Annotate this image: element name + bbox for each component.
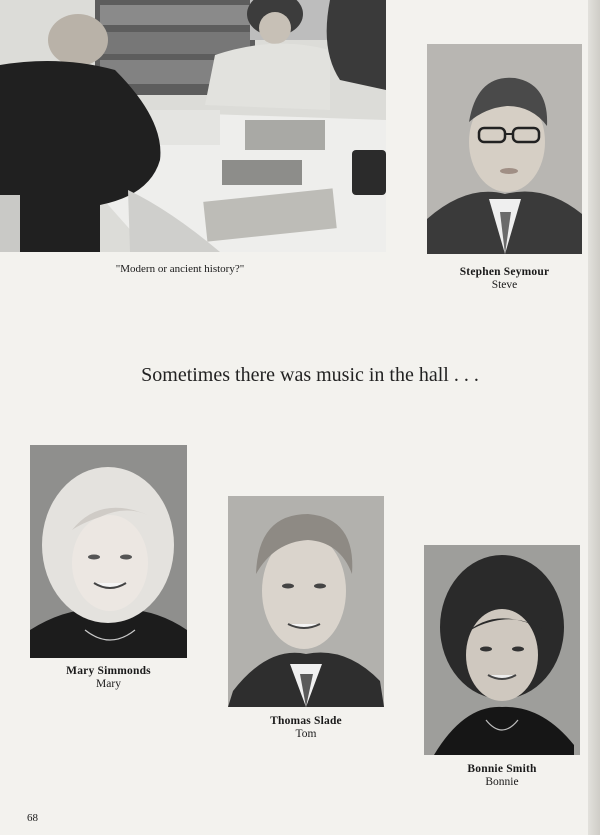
portrait-name-bonnie-smith (424, 763, 580, 789)
page-edge (588, 0, 600, 835)
portrait-name-stephen-seymour (427, 266, 582, 292)
portrait-bonnie-smith (424, 545, 580, 755)
page-number: 68 (27, 812, 38, 824)
nickname: Tom (295, 728, 317, 740)
portrait-name-thomas-slade (228, 715, 384, 741)
portrait-thomas-slade (228, 496, 384, 707)
nickname: Mary (96, 678, 121, 690)
nickname: Bonnie (485, 776, 519, 788)
full-name: Bonnie Smith (467, 763, 537, 775)
portrait-mary-simmonds (30, 445, 187, 658)
section-heading: Sometimes there was music in the hall . . . (141, 364, 479, 386)
portrait-stephen-seymour (427, 44, 582, 254)
portrait-name-mary-simmonds (30, 665, 187, 691)
nickname: Steve (491, 279, 518, 291)
full-name: Stephen Seymour (459, 266, 550, 278)
full-name: Mary Simmonds (66, 665, 151, 677)
full-name: Thomas Slade (270, 715, 342, 727)
candid-photo-caption: "Modern or ancient history?" (115, 263, 245, 275)
candid-library-photo (0, 0, 386, 252)
